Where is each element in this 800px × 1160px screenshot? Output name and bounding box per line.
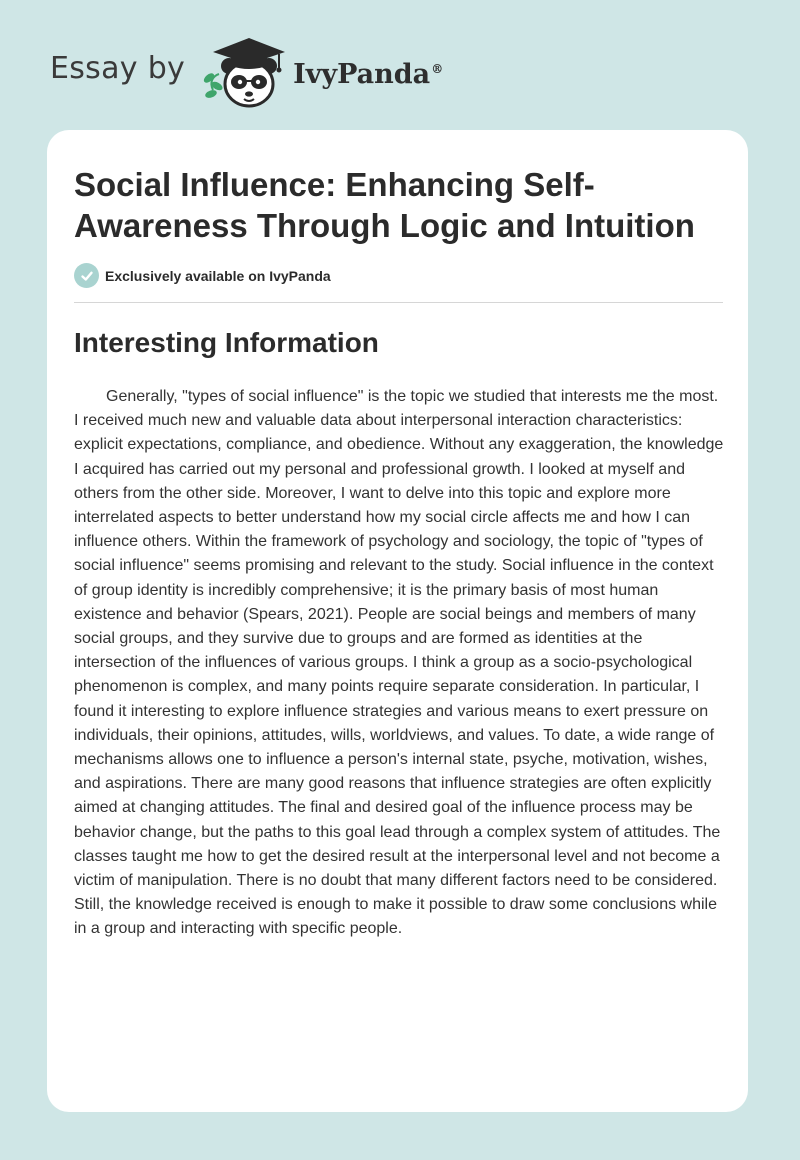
essay-card (47, 130, 748, 1112)
divider (74, 302, 723, 303)
brand-prefix: Essay by (50, 50, 186, 86)
brand-name: IvyPanda® (293, 58, 444, 90)
badge-text: Exclusively available on IvyPanda (105, 267, 331, 284)
panda-graduate-logo-icon (199, 32, 291, 112)
section-heading: Interesting Information (74, 327, 379, 358)
exclusive-badge (74, 263, 331, 288)
essay-title: Social Influence: Enhancing Self-Awareness Through Logic and Intuition (74, 166, 695, 244)
registered-mark: ® (431, 61, 444, 76)
brand-header[interactable] (50, 32, 443, 112)
checkmark-icon (74, 263, 99, 288)
essay-body-paragraph: Generally, "types of social influence" is the topic we studied that interests me the most. I received much new and valuable data about interpersonal interaction characteristics: explicit expectations, compliance, and obedience. Without any exaggeration, the knowledge I acquired has carried out my personal and professional growth. I looked at myself and others from the other side. Moreover, I want to delve into this topic and explore more interrelated aspects to better understand how my social circle affects me and how I can influence others. Within the framework of psychology and sociology, the topic of "types of social influence" seems promising and relevant to the study. Social influence in the context of group identity is incredibly comprehensive; it is the primary basis of most human existence and behavior (Spears, 2021). People are social beings and members of many social groups, and they survive due to groups and are formed as identities at the intersection of the influences of various groups. I think a group as a socio-psychological phenomenon is complex, and many points require separate consideration. In particular, I found it interesting to explore influence strategies and various means to exert pressure on individuals, their opinions, attitudes, wills, worldviews, and values. To date, a wide range of mechanisms allows one to influence a person's internal state, psyche, motivation, wishes, and aspirations. There are many good reasons that influence strategies are often explicitly aimed at changing attitudes. The final and desired goal of the influence process may be behavior change, but the paths to this goal lead through a complex system of attitudes. The classes taught me how to get the desired result at the interpersonal level and not become a victim of manipulation. There is no doubt that many different factors need to be considered. Still, the knowledge received is enough to make it possible to draw some conclusions while in a group and interacting with specific people. (74, 388, 724, 938)
